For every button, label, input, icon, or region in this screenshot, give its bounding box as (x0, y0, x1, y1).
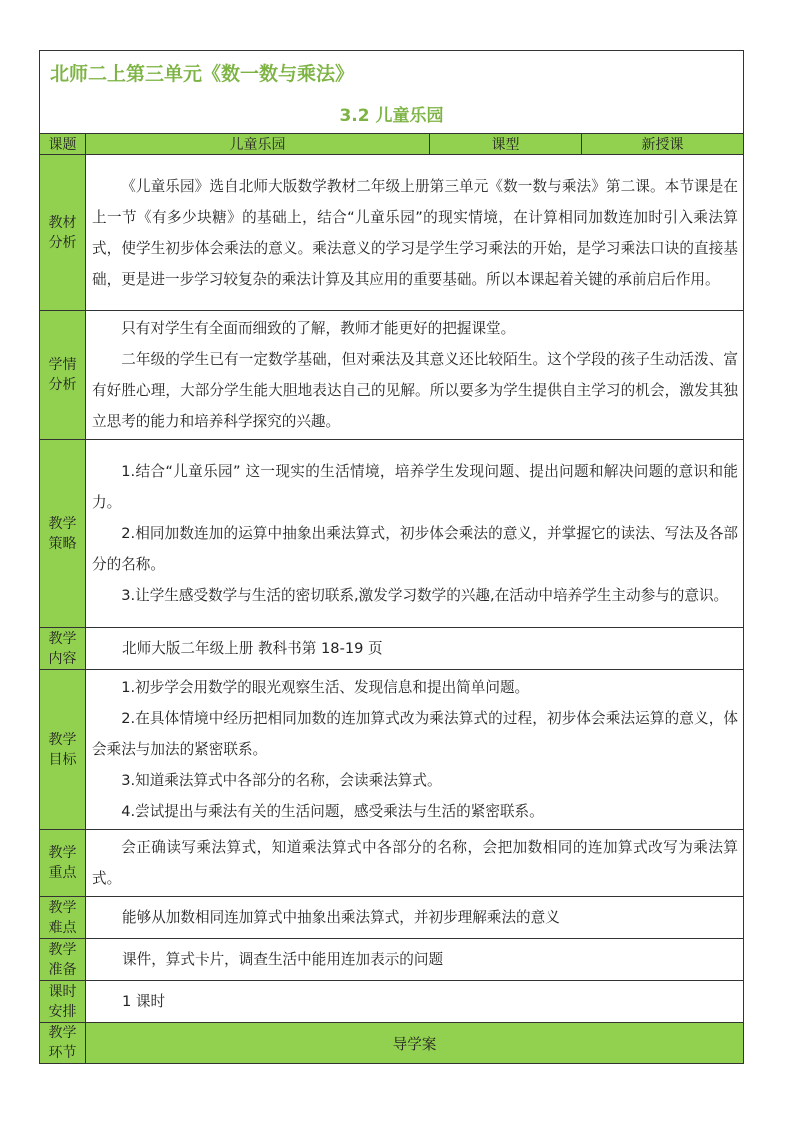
row-label-difficulties (40, 897, 86, 939)
row-key-points (40, 830, 744, 897)
paragraph: 1.结合“儿童乐园” 这一现实的生活情境，培养学生发现问题、提出问题和解决问题的意识和能力。 (92, 463, 738, 511)
row-label-content (40, 628, 86, 670)
label-text: 教学 策略 (48, 515, 77, 552)
row-analysis (40, 155, 744, 311)
topic-label: 课题 (40, 134, 86, 155)
row-label-preparation (40, 939, 86, 981)
label-text: 教学 难点 (48, 899, 77, 936)
paragraph: 二年级的学生已有一定数学基础，但对乘法及其意义还比较陌生。这个学段的孩子生动活泼、富有好胜心理，大部分学生能大胆地表达自己的见解。所以要多为学生提供自主学习的机会，激发其独立思考的能力和培养科学探究的兴趣。 (92, 351, 738, 430)
row-strategy (40, 440, 744, 628)
row-label-strategy (40, 440, 86, 628)
paragraph: 1.初步学会用数学的眼光观察生活、发现信息和提出简单问题。 (121, 679, 530, 696)
topic-value: 儿童乐园 (86, 134, 430, 155)
document-subtitle: 3.2 儿童乐园 (339, 106, 444, 126)
type-label: 课型 (430, 134, 582, 155)
label-text: 教学 内容 (48, 630, 77, 667)
row-content-key-points (86, 830, 744, 897)
row-learners (40, 311, 744, 440)
label-text: 教学 环节 (48, 1025, 77, 1061)
row-difficulties (40, 897, 744, 939)
schedule-text: 1 课时 (122, 993, 166, 1010)
label-text: 课时 安排 (48, 983, 77, 1020)
row-label-key-points (40, 830, 86, 897)
label-text: 教材 分析 (48, 214, 77, 251)
paragraph: 2.相同加数连加的运算中抽象出乘法算式，初步体会乘法的意义，并掌握它的读法、写法及各部分的名称。 (92, 525, 738, 573)
label-text: 教学 准备 (48, 941, 77, 978)
label-text: 学情 分析 (48, 357, 77, 393)
label-text: 教学 重点 (48, 845, 77, 881)
lesson-plan-sheet (39, 50, 743, 1064)
row-schedule (40, 981, 744, 1023)
row-content (40, 628, 744, 670)
row-content-schedule (86, 981, 744, 1023)
paragraph: 3.让学生感受数学与生活的密切联系,激发学习数学的兴趣,在活动中培养学生主动参与的意识。 (121, 587, 729, 604)
row-content-learners (86, 311, 744, 440)
row-label-analysis (40, 155, 86, 311)
row-content-process (86, 1023, 744, 1064)
header-row (40, 51, 744, 134)
difficulties-text: 能够从加数相同连加算式中抽象出乘法算式，并初步理解乘法的意义 (122, 909, 560, 926)
row-label-schedule (40, 981, 86, 1023)
row-label-learners (40, 311, 86, 440)
row-content-preparation (86, 939, 744, 981)
preparation-text: 课件，算式卡片，调查生活中能用连加表示的问题 (122, 951, 444, 968)
content-text: 北师大版二年级上册 教科书第 18-19 页 (122, 640, 383, 657)
process-text: 导学案 (392, 1035, 437, 1053)
info-row (40, 134, 744, 155)
row-label-process (40, 1023, 86, 1064)
paragraph: 4.尝试提出与乘法有关的生活问题，感受乘法与生活的紧密联系。 (121, 803, 544, 820)
paragraph: 只有对学生有全面而细致的了解，教师才能更好的把握课堂。 (121, 320, 516, 337)
lesson-plan-table (39, 50, 744, 1064)
paragraph: 3.知道乘法算式中各部分的名称，会读乘法算式。 (121, 772, 442, 789)
row-label-goals (40, 670, 86, 830)
row-content-difficulties (86, 897, 744, 939)
paragraph: 2.在具体情境中经历把相同加数的连加算式改为乘法算式的过程，初步体会乘法运算的意义，体会乘法与加法的紧密联系。 (92, 710, 738, 758)
row-process (40, 1023, 744, 1064)
paragraph: 《儿童乐园》选自北师大版数学教材二年级上册第三单元《数一数与乘法》第二课。本节课是在上一节《有多少块糖》的基础上，结合“儿童乐园”的现实情境，在计算相同加数连加时引入乘法算式，使学生初步体会乘法的意义。乘法意义的学习是学生学习乘法的开始，是学习乘法口诀的直接基础，更是进一步学习较复杂的乘法计算及其应用的重要基础。所以本课起着关键的承前启后作用。 (92, 177, 738, 288)
row-content-content (86, 628, 744, 670)
paragraph: 会正确读写乘法算式，知道乘法算式中各部分的名称，会把加数相同的连加算式改写为乘法算式。 (92, 839, 738, 887)
document-title: 北师二上第三单元《数一数与乘法》 (50, 63, 355, 85)
header-cell (40, 51, 744, 134)
row-goals (40, 670, 744, 830)
row-content-strategy (86, 440, 744, 628)
row-content-analysis (86, 155, 744, 311)
type-value: 新授课 (582, 134, 744, 155)
row-content-goals (86, 670, 744, 830)
row-preparation (40, 939, 744, 981)
label-text: 教学 目标 (48, 731, 77, 768)
